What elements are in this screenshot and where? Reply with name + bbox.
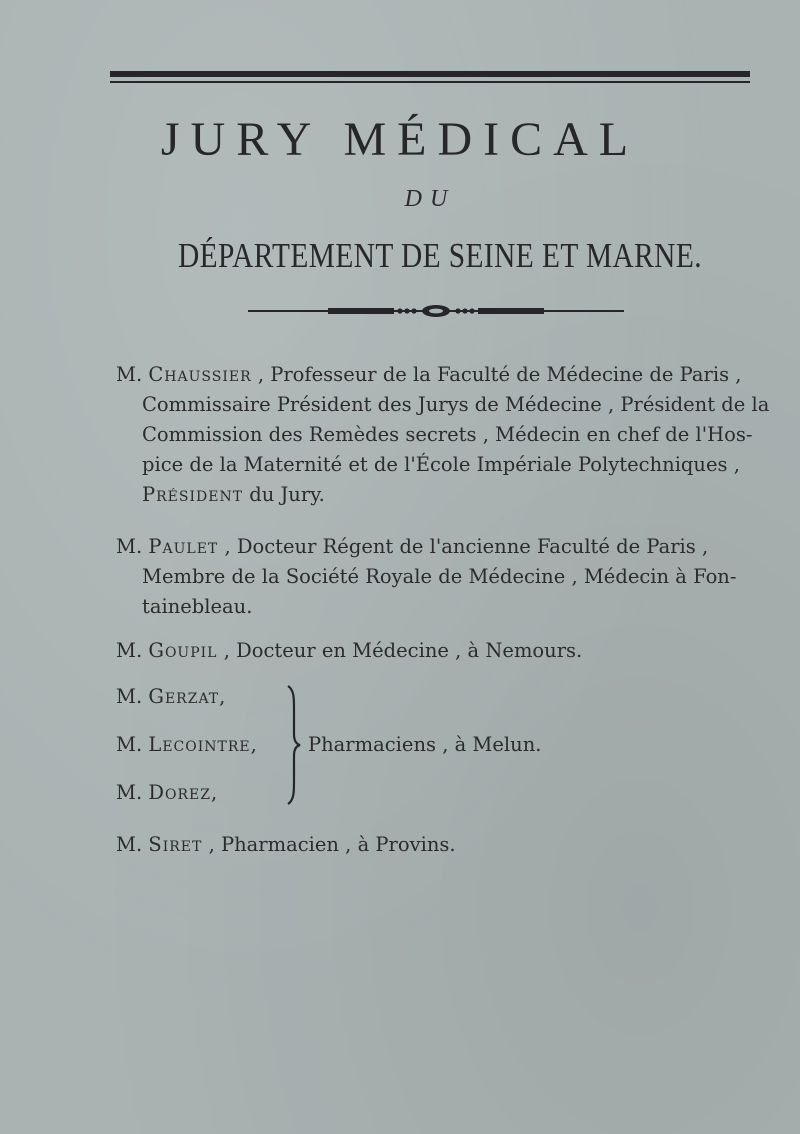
entry-suffix: , xyxy=(210,781,218,804)
entry-text: , Docteur Régent de l'ancienne Faculté de Paris , xyxy=(224,535,709,558)
entry-prefix: M. xyxy=(116,685,143,708)
role-president: Président xyxy=(142,483,244,506)
entry-text: , Pharmacien , à Provins. xyxy=(208,833,456,856)
person-name-gerzat: Gerzat xyxy=(148,685,220,708)
entry-text: Membre de la Société Royale de Médecine , Médecin à Fon- xyxy=(142,565,737,588)
person-name-goupil: Goupil xyxy=(148,639,218,662)
grouping-brace xyxy=(284,684,302,806)
entry-text: Commission des Remèdes secrets , Médecin en chef de l'Hos- xyxy=(142,423,753,446)
entry-chaussier xyxy=(116,360,776,510)
page-title: JURY MÉDICAL xyxy=(160,113,640,166)
entry-text: du Jury. xyxy=(249,483,325,506)
person-name-paulet: Paulet xyxy=(148,535,219,558)
person-name-dorez: Dorez xyxy=(148,781,211,804)
person-name-siret: Siret xyxy=(148,833,203,856)
header-rule-thin xyxy=(110,81,750,83)
entry-lecointre xyxy=(116,733,257,756)
entry-text: tainebleau. xyxy=(142,595,253,618)
entry-text: , Docteur en Médecine , à Nemours. xyxy=(223,639,583,662)
ornamental-divider xyxy=(248,303,624,319)
entry-suffix: , xyxy=(219,685,226,708)
entry-text-role-line xyxy=(116,480,776,510)
entry-prefix: M. xyxy=(116,535,143,558)
entry-prefix: M. xyxy=(116,781,143,804)
person-name-chaussier: Chaussier xyxy=(148,363,252,386)
department-heading: DÉPARTEMENT DE SEINE ET MARNE. xyxy=(177,236,702,275)
entry-gerzat xyxy=(116,685,225,708)
entry-siret xyxy=(116,830,776,860)
entry-suffix: , xyxy=(250,733,257,756)
entry-dorez xyxy=(116,781,217,804)
subtitle-du: DU xyxy=(404,186,456,212)
pharmaciens-melun-role: Pharmaciens , à Melun. xyxy=(308,733,542,756)
entry-text: Commissaire Président des Jurys de Médecine , Président de la xyxy=(142,393,770,416)
entry-paulet xyxy=(116,532,776,622)
entry-text: pice de la Maternité et de l'École Impériale Polytechniques , xyxy=(142,453,740,476)
entry-text: , Professeur de la Faculté de Médecine de Paris , xyxy=(257,363,742,386)
entry-prefix: M. xyxy=(116,363,143,386)
entry-goupil xyxy=(116,636,776,666)
entry-prefix: M. xyxy=(116,733,143,756)
entry-prefix: M. xyxy=(116,833,143,856)
person-name-lecointre: Lecointre xyxy=(148,733,251,756)
header-rule-thick xyxy=(110,71,750,77)
entry-prefix: M. xyxy=(116,639,143,662)
